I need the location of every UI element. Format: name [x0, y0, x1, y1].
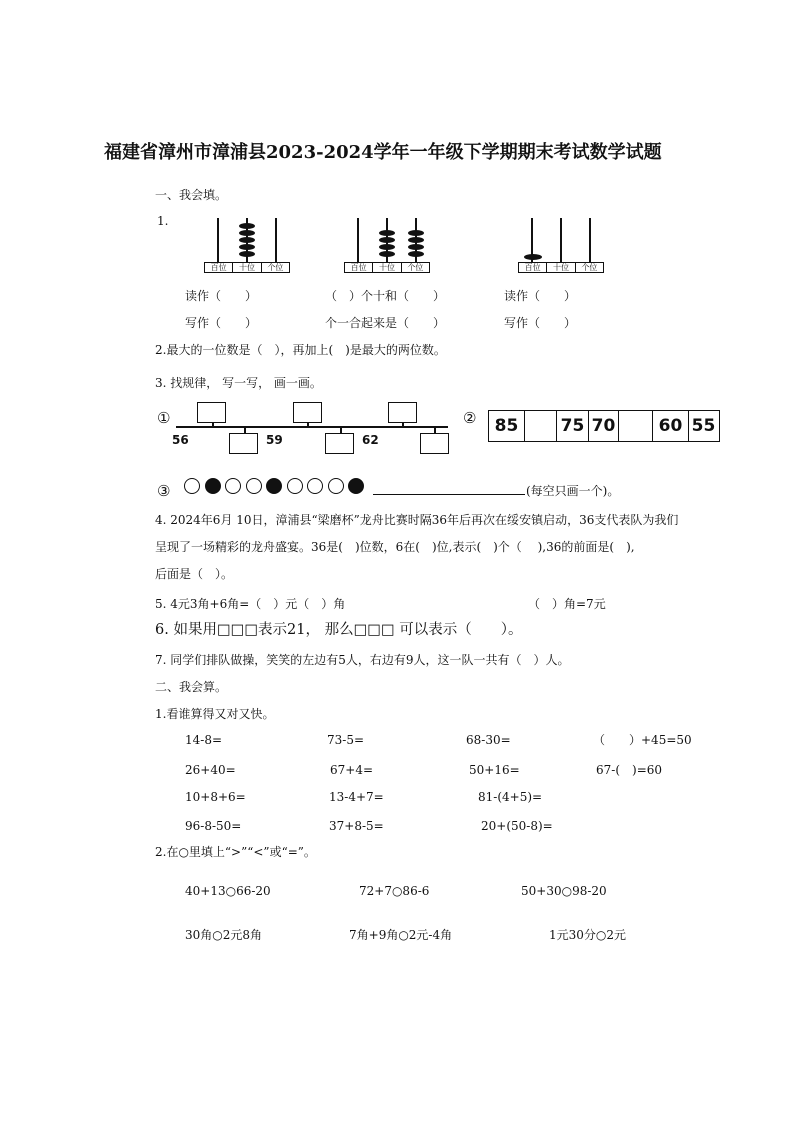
calc-item: 26+40=	[185, 763, 236, 777]
q4-line-3: 后面是（ ）。	[155, 567, 234, 581]
abacus-label-ones: 个位	[407, 263, 424, 272]
q4-line-2: 呈现了一场精彩的龙舟盛宴。36是( )位数，6在( )位,表示( )个（ ),36的前面是( ),	[155, 540, 635, 554]
abacus-label-tens: 十位	[373, 263, 401, 272]
sequence-cell: 85	[489, 411, 525, 441]
bead	[408, 251, 424, 257]
bead	[408, 244, 424, 250]
q1-tens-line: （ ）个十和（ ）	[325, 289, 446, 303]
abacus-3	[518, 218, 604, 276]
calc-item: 81-(4+5)=	[478, 790, 543, 804]
sequence-cell[interactable]	[525, 411, 557, 441]
bead	[239, 237, 255, 243]
compare-item: 72+7○86-6	[359, 884, 430, 898]
calc-item: 37+8-5=	[329, 819, 384, 833]
sequence-cell: 75	[557, 411, 589, 441]
bead	[379, 230, 395, 236]
line-number-59: 59	[266, 433, 283, 447]
bead	[239, 223, 255, 229]
section-2-heading: 二、我会算。	[155, 680, 228, 694]
abacus-2	[344, 218, 430, 276]
q4-line-1: 4. 2024年6月 10日，漳浦县“梁磨杯”龙舟比赛时隔36年后再次在绥安镇启动，36支代表队为我们	[155, 513, 679, 527]
answer-box[interactable]	[229, 433, 258, 454]
bead	[408, 230, 424, 236]
empty-circle	[328, 478, 344, 494]
line-number-56: 56	[172, 433, 189, 447]
calc-item: 20+(50-8)=	[481, 819, 553, 833]
answer-box[interactable]	[388, 402, 417, 423]
empty-circle	[307, 478, 323, 494]
compare-item: 50+30○98-20	[521, 884, 607, 898]
q1-read-1: 读作（ ）	[185, 289, 258, 303]
marker-3: ③	[157, 482, 171, 500]
calc-item: 67-( )=60	[596, 763, 663, 777]
bead	[239, 244, 255, 250]
answer-box[interactable]	[420, 433, 449, 454]
calc-item: 14-8=	[185, 733, 223, 747]
abacus-1	[204, 218, 290, 276]
page-title: 福建省漳州市漳浦县2023-2024学年一年级下学期期末考试数学试题	[104, 142, 662, 163]
empty-circle	[184, 478, 200, 494]
sequence-cell[interactable]	[619, 411, 653, 441]
answer-box[interactable]	[293, 402, 322, 423]
q3-hint: (每空只画一个)。	[526, 484, 620, 498]
marker-2: ②	[463, 409, 477, 427]
q5-right: （ ）角=7元	[528, 597, 606, 611]
abacus-label-tens: 十位	[547, 263, 575, 272]
compare-item: 1元30分○2元	[549, 928, 627, 942]
empty-circle	[287, 478, 303, 494]
bead	[524, 254, 542, 260]
bead	[239, 230, 255, 236]
q6-text: 6. 如果用□□□表示21， 那么□□□ 可以表示（ ）。	[155, 622, 523, 638]
calc-item: 13-4+7=	[329, 790, 384, 804]
abacus-label-ones: 个位	[581, 263, 598, 272]
q1-write-1: 写作（ ）	[185, 316, 258, 330]
calc-header: 1.看谁算得又对又快。	[155, 707, 275, 721]
calc-item: 96-8-50=	[185, 819, 242, 833]
sequence-cell: 60	[653, 411, 689, 441]
q2-text: 2.最大的一位数是（ ），再加上( )是最大的两位数。	[155, 343, 446, 357]
number-sequence	[488, 410, 720, 442]
calc-item: 68-30=	[466, 733, 511, 747]
bead	[408, 237, 424, 243]
sequence-cell: 70	[589, 411, 619, 441]
section-1-heading: 一、我会填。	[155, 188, 228, 202]
q1-ones-line: 个一合起来是（ ）	[325, 316, 446, 330]
q5-left: 5. 4元3角+6角=（ ）元（ ）角	[155, 597, 346, 611]
calc-item: 73-5=	[327, 733, 365, 747]
filled-circle	[348, 478, 364, 494]
calc-item: 50+16=	[469, 763, 520, 777]
bead	[379, 237, 395, 243]
abacus-label-hundreds: 百位	[519, 263, 547, 272]
empty-circle	[246, 478, 262, 494]
bead	[379, 251, 395, 257]
sequence-cell: 55	[691, 416, 716, 436]
calc-item: 10+8+6=	[185, 790, 246, 804]
filled-circle	[266, 478, 282, 494]
q1-read-3: 读作（ ）	[504, 289, 577, 303]
abacus-label-hundreds: 百位	[205, 263, 233, 272]
q7-text: 7. 同学们排队做操，笑笑的左边有5人，右边有9人，这一队一共有（ ）人。	[155, 653, 570, 667]
compare-item: 40+13○66-20	[185, 884, 271, 898]
calc-item: 67+4=	[330, 763, 374, 777]
number-line	[176, 426, 448, 428]
answer-box[interactable]	[325, 433, 354, 454]
answer-box[interactable]	[197, 402, 226, 423]
compare-header: 2.在○里填上“>”“<”或“=”。	[155, 845, 316, 859]
line-number-62: 62	[362, 433, 379, 447]
answer-line[interactable]	[373, 494, 525, 495]
calc-item: （ ）+45=50	[593, 733, 692, 747]
marker-1: ①	[157, 409, 171, 427]
q3-text: 3. 找规律， 写一写， 画一画。	[155, 376, 322, 390]
abacus-label-tens: 十位	[233, 263, 261, 272]
filled-circle	[205, 478, 221, 494]
empty-circle	[225, 478, 241, 494]
compare-item: 30角○2元8角	[185, 928, 263, 942]
abacus-label-hundreds: 百位	[345, 263, 373, 272]
q1-number: 1.	[157, 214, 169, 228]
q1-write-3: 写作（ ）	[504, 316, 577, 330]
compare-item: 7角+9角○2元-4角	[349, 928, 453, 942]
bead	[239, 251, 255, 257]
abacus-label-ones: 个位	[267, 263, 284, 272]
bead	[379, 244, 395, 250]
